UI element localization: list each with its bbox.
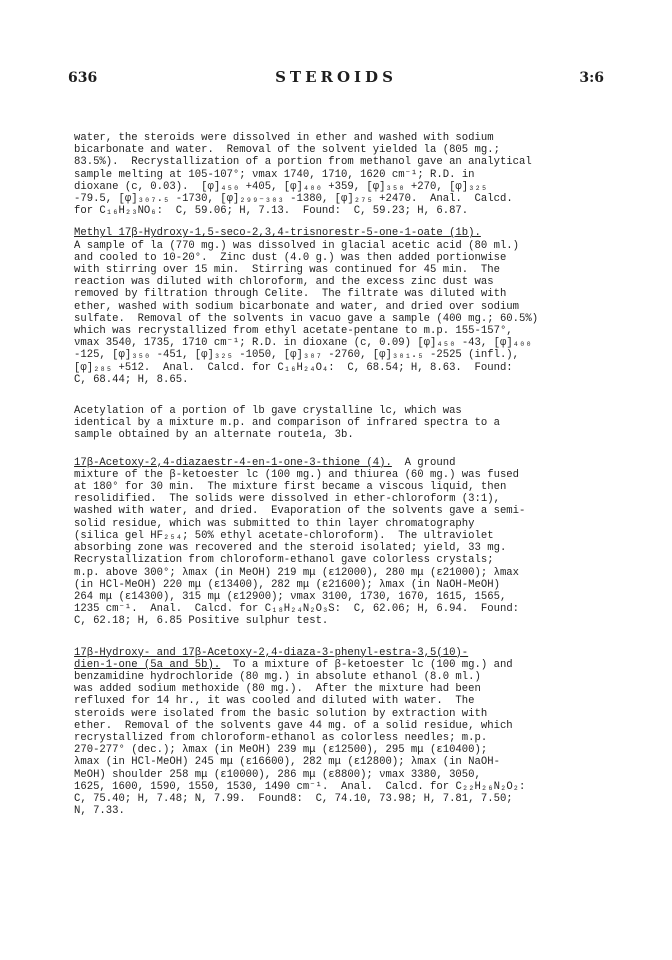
journal-title: STEROIDS: [275, 68, 397, 86]
running-header: [68, 68, 604, 92]
compound-title-1b: Methyl 17β-Hydroxy-1,5-seco-2,3,4-trisnorestr-5-one-1-oate (1b).: [74, 227, 481, 240]
body-text: [74, 132, 604, 817]
paragraph-2: [74, 227, 604, 386]
spacer: [74, 386, 604, 405]
page-number: 636: [68, 70, 98, 86]
compound-title-4: 17β-Acetoxy-2,4-diazaestr-4-en-1-one-3-thione (4).: [74, 456, 392, 469]
compound-title-5: 17β-Hydroxy- and 17β-Acetoxy-2,4-diaza-3-phenyl-estra-3,5(10)- dien-1-one (5a and 5b).: [74, 646, 469, 671]
paragraph-1: water, the steroids were dissolved in ether and washed with sodium bicarbonate and water. Removal of the solvent yielded la (805 mg.; 83.5%). Recrystallization of a portion from methanol gave an analytical sample melting at 105-107°; νmax 1740, 1710, 1620 cm⁻¹; R.D. in dioxane (c, 0.03). [φ]₄₅₀ +405, [φ]₄₀₀ +359, [φ]₃₅₀ +270, [φ]₃₂₅ -79.5, [φ]₃₀₇.₅ -1730, [φ]₂₉₉₋₃₀₃ -1380, [φ]₂₇₅ +2470. Anal. Calcd. for C₁₆H₂₃NO₆: C, 59.06; H, 7.13. Found: C, 59.23; H, 6.87.: [74, 132, 532, 218]
paragraph-5: [74, 647, 604, 818]
spacer: [74, 628, 604, 647]
section-number: 3:6: [579, 70, 604, 86]
paragraph-2-body: A sample of la (770 mg.) was dissolved in glacial acetic acid (80 ml.) and cooled to 10-20°. Zinc dust (4.0 g.) was then added portionwise with stirring over 15 min. Stirring was continued for 45 min. The reaction was diluted with chloroform, and the excess zinc dust was removed by filtration through Celite. The filtrate was diluted with ether, washed with sodium bicarbonate and water, and dried over sodium sulfate. Removal of the solvents in vacuo gave a sample (400 mg.; 60.5%) which was recrystallized from ethyl acetate-pentane to m.p. 155-157°, νmax 3540, 1735, 1710 cm⁻¹; R.D. in dioxane (c, 0.09) [φ]₄₅₀ -43, [φ]₄₀₀ -125, [φ]₃₅₀ -451, [φ]₃₂₅ -1050, [φ]₃₀₇ -2760, [φ]₃₀₁.₅ -2525 (infl.), [φ]₂₈₅ +512. Anal. Calcd. for C₁₆H₂₄O₄: C, 68.54; H, 8.63. Found: C, 68.44; H, 8.65.: [74, 239, 539, 386]
paragraph-4-body: A ground mixture of the β-ketoester lc (100 mg.) and thiurea (60 mg.) was fused at 180° for 30 min. The mixture first became a viscous liquid, then resolidified. The solids were dissolved in ether-chloroform (3:1), washed with water, and dried. Evaporation of the solvents gave a semi- solid residue, which was submitted to thin layer chromatography (silica gel HF₂₅₄; 50% ethyl acetate-chloroform). The ultraviolet absorbing zone was recovered and the steroid isolated; yield, 33 mg. Recrystallization from chloroform-ethanol gave colorless crystals; m.p. above 300°; λmax (in MeOH) 219 mμ (ε12000), 280 mμ (ε21000); λmax (in HCl-MeOH) 220 mμ (ε13400), 282 mμ (ε21600); λmax (in NaOH-MeOH) 264 mμ (ε14300), 315 mμ (ε12900); νmax 3100, 1730, 1670, 1615, 1565, 1235 cm⁻¹. Anal. Calcd. for C₁₈H₂₄N₂O₃S: C, 62.06; H, 6.94. Found: C, 62.18; H, 6.85 Positive sulphur test.: [74, 456, 526, 628]
paragraph-4: [74, 457, 604, 628]
spacer: [74, 442, 604, 457]
paragraph-3: Acetylation of a portion of lb gave crystalline lc, which was identical by a mixture m.p. and comparison of infrared spectra to a sample obtained by an alternate route1a, 3b.: [74, 405, 500, 442]
spacer: [74, 217, 604, 227]
paragraph-5-body: To a mixture of β-ketoester lc (100 mg.) and benzamidine hydrochloride (80 mg.) in absolute ethanol (8.0 ml.) was added sodium methoxide (80 mg.). After the mixture had been refluxed for 14 hr., it was cooled and diluted with water. The steroids were isolated from the basic solution by extraction with ether. Removal of the solvents gave 44 mg. of a solid residue, which recrystallized from chloroform-ethanol as colorless needles; m.p. 270-277° (dec.); λmax (in MeOH) 239 mμ (ε12500), 295 mμ (ε10400); λmax (in HCl-MeOH) 245 mμ (ε16600), 282 mμ (ε12800); λmax (in NaOH- MeOH) shoulder 258 mμ (ε10000), 286 mμ (ε8800); νmax 3380, 3050, 1625, 1600, 1590, 1550, 1530, 1490 cm⁻¹. Anal. Calcd. for C₂₂H₂₆N₂O₂: C, 75.40; H, 7.48; N, 7.99. Found8: C, 74.10, 73.98; H, 7.81, 7.50; N, 7.33.: [74, 658, 526, 818]
